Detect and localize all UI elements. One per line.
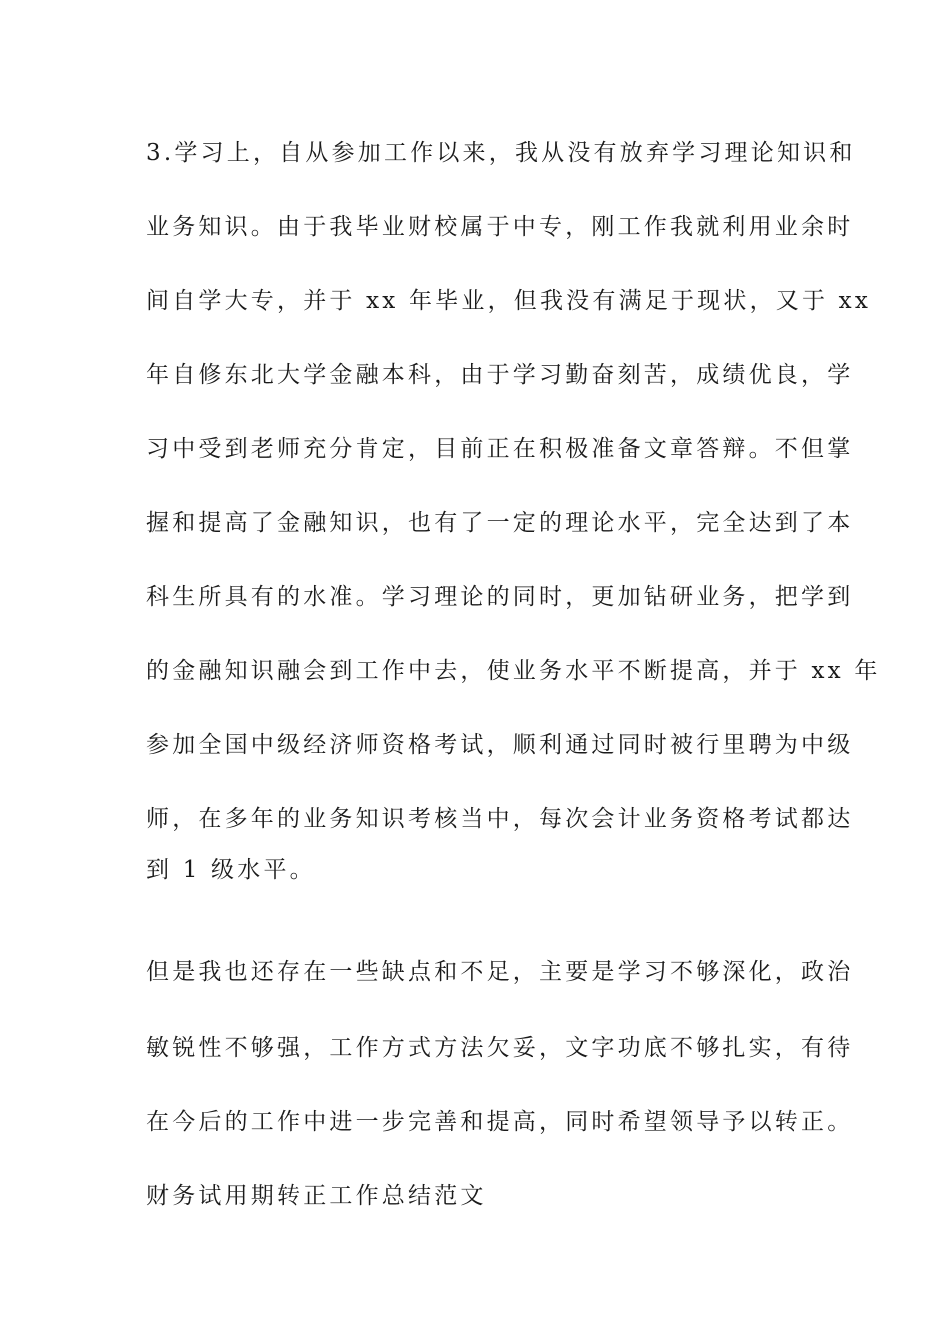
paragraph-2-line-1: 但是我也还存在一些缺点和不足，主要是学习不够深化，政治 bbox=[146, 959, 854, 985]
paragraph-1-line-9: 参加全国中级经济师资格考试，顺利通过同时被行里聘为中级 bbox=[146, 732, 854, 758]
paragraph-1-line-8: 的金融知识融会到工作中去，使业务水平不断提高，并于 xx 年 bbox=[146, 658, 881, 684]
paragraph-1-line-1: 3.学习上，自从参加工作以来，我从没有放弃学习理论知识和 bbox=[146, 140, 856, 166]
paragraph-1-line-2: 业务知识。由于我毕业财校属于中专，刚工作我就利用业余时 bbox=[146, 214, 854, 240]
paragraph-1-line-6: 握和提高了金融知识，也有了一定的理论水平，完全达到了本 bbox=[146, 510, 854, 536]
paragraph-1-line-4: 年自修东北大学金融本科，由于学习勤奋刻苦，成绩优良，学 bbox=[146, 362, 854, 388]
paragraph-1-line-3: 间自学大专，并于 xx 年毕业，但我没有满足于现状，又于 xx bbox=[146, 288, 872, 314]
paragraph-1-line-11: 到 1 级水平。 bbox=[146, 857, 316, 883]
paragraph-2-line-3: 在今后的工作中进一步完善和提高，同时希望领导予以转正。 bbox=[146, 1109, 854, 1135]
paragraph-1-line-7: 科生所具有的水准。学习理论的同时，更加钻研业务，把学到 bbox=[146, 584, 854, 610]
paragraph-2-line-2: 敏锐性不够强，工作方式方法欠妥，文字功底不够扎实，有待 bbox=[146, 1035, 854, 1061]
paragraph-1-line-5: 习中受到老师充分肯定，目前正在积极准备文章答辩。不但掌 bbox=[146, 436, 854, 462]
paragraph-1-line-10: 师，在多年的业务知识考核当中，每次会计业务资格考试都达 bbox=[146, 806, 854, 832]
section-heading: 财务试用期转正工作总结范文 bbox=[146, 1183, 487, 1209]
